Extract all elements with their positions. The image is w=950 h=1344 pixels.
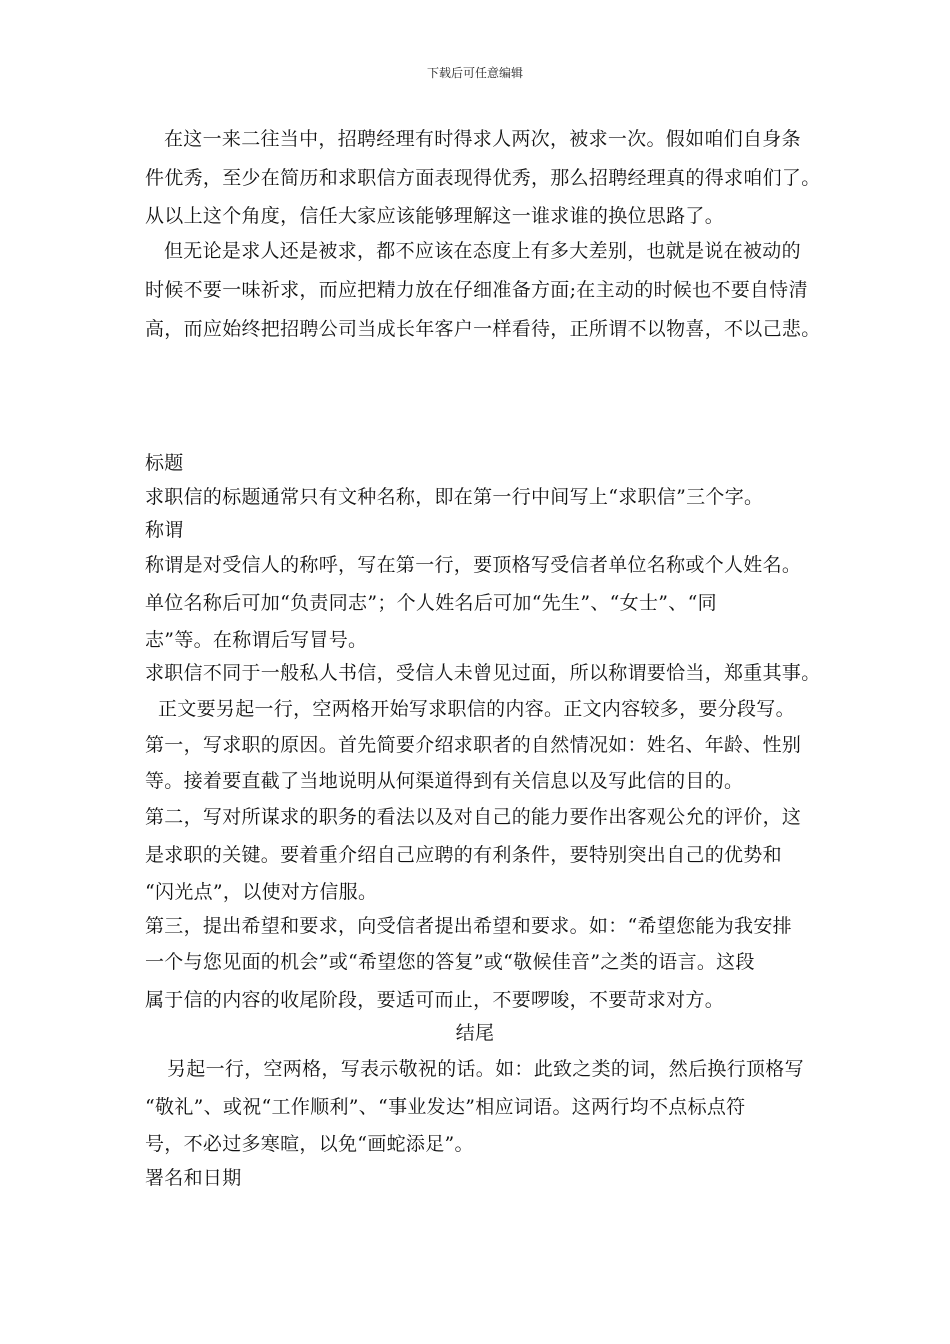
paragraph-line: 一个与您见面的机会”或“希望您的答复”或“敬候佳音”之类的语言。这段 — [145, 951, 755, 973]
paragraph-line: 正文要另起一行，空两格开始写求职信的内容。正文内容较多，要分段写。 — [158, 698, 795, 720]
paragraph-line: 时候不要一味祈求，而应把精力放在仔细准备方面;在主动的时候也不要自恃清 — [145, 279, 808, 301]
paragraph-line: 第一，写求职的原因。首先简要介绍求职者的自然情况如：姓名、年龄、性别 — [145, 734, 802, 756]
paragraph-line: 高，而应始终把招聘公司当成长年客户一样看待，正所谓不以物喜，不以己悲。 — [145, 318, 821, 340]
paragraph-line: 是求职的关键。要着重介绍自己应聘的有利条件，要特别突出自己的优势和 — [145, 844, 782, 866]
paragraph-line: 称谓是对受信人的称呼，写在第一行，要顶格写受信者单位名称或个人姓名。 — [145, 554, 802, 576]
paragraph-line: “闪光点”，以使对方信服。 — [145, 881, 378, 903]
paragraph-line: 但无论是求人还是被求，都不应该在态度上有多大差别，也就是说在被动的 — [164, 240, 801, 262]
paragraph-line: 单位名称后可加“负责同志”；个人姓名后可加“先生”、“女士”、“同 — [145, 592, 717, 614]
paragraph-line: 第二，写对所谋求的职务的看法以及对自己的能力要作出客观公允的评价，这 — [145, 806, 802, 828]
paragraph-line: 求职信的标题通常只有文种名称，即在第一行中间写上“求职信”三个字。 — [145, 486, 764, 508]
paragraph-line: 第三，提出希望和要求，向受信者提出希望和要求。如：“希望您能为我安排 — [145, 915, 792, 937]
paragraph-line: 志”等。在称谓后写冒号。 — [145, 629, 368, 651]
paragraph-line: 属于信的内容的收尾阶段，要适可而止，不要啰唆，不要苛求对方。 — [145, 989, 725, 1011]
paragraph-line: “敬礼”、或祝“工作顺利”、“事业发达”相应词语。这两行均不点标点符 — [145, 1096, 746, 1118]
page-header: 下载后可任意编辑 — [426, 66, 523, 80]
paragraph-line: 从以上这个角度，信任大家应该能够理解这一谁求谁的换位思路了。 — [145, 205, 725, 227]
paragraph-line: 件优秀，至少在简历和求职信方面表现得优秀，那么招聘经理真的得求咱们了。 — [145, 167, 821, 189]
paragraph-line: 求职信不同于一般私人书信，受信人未曾见过面，所以称谓要恰当，郑重其事。 — [145, 662, 821, 684]
paragraph-line: 在这一来二往当中，招聘经理有时得求人两次，被求一次。假如咱们自身条 — [164, 128, 801, 150]
section-heading: 署名和日期 — [145, 1167, 242, 1189]
paragraph-line: 另起一行，空两格，写表示敬祝的话。如：此致之类的词，然后换行顶格写 — [167, 1058, 804, 1080]
paragraph-line: 等。接着要直截了当地说明从何渠道得到有关信息以及写此信的目的。 — [145, 770, 744, 792]
paragraph-line: 号，不必过多寒暄，以免“画蛇添足”。 — [145, 1133, 474, 1155]
section-heading-centered: 结尾 — [455, 1022, 495, 1044]
section-heading: 标题 — [145, 452, 184, 474]
section-heading: 称谓 — [145, 519, 184, 541]
